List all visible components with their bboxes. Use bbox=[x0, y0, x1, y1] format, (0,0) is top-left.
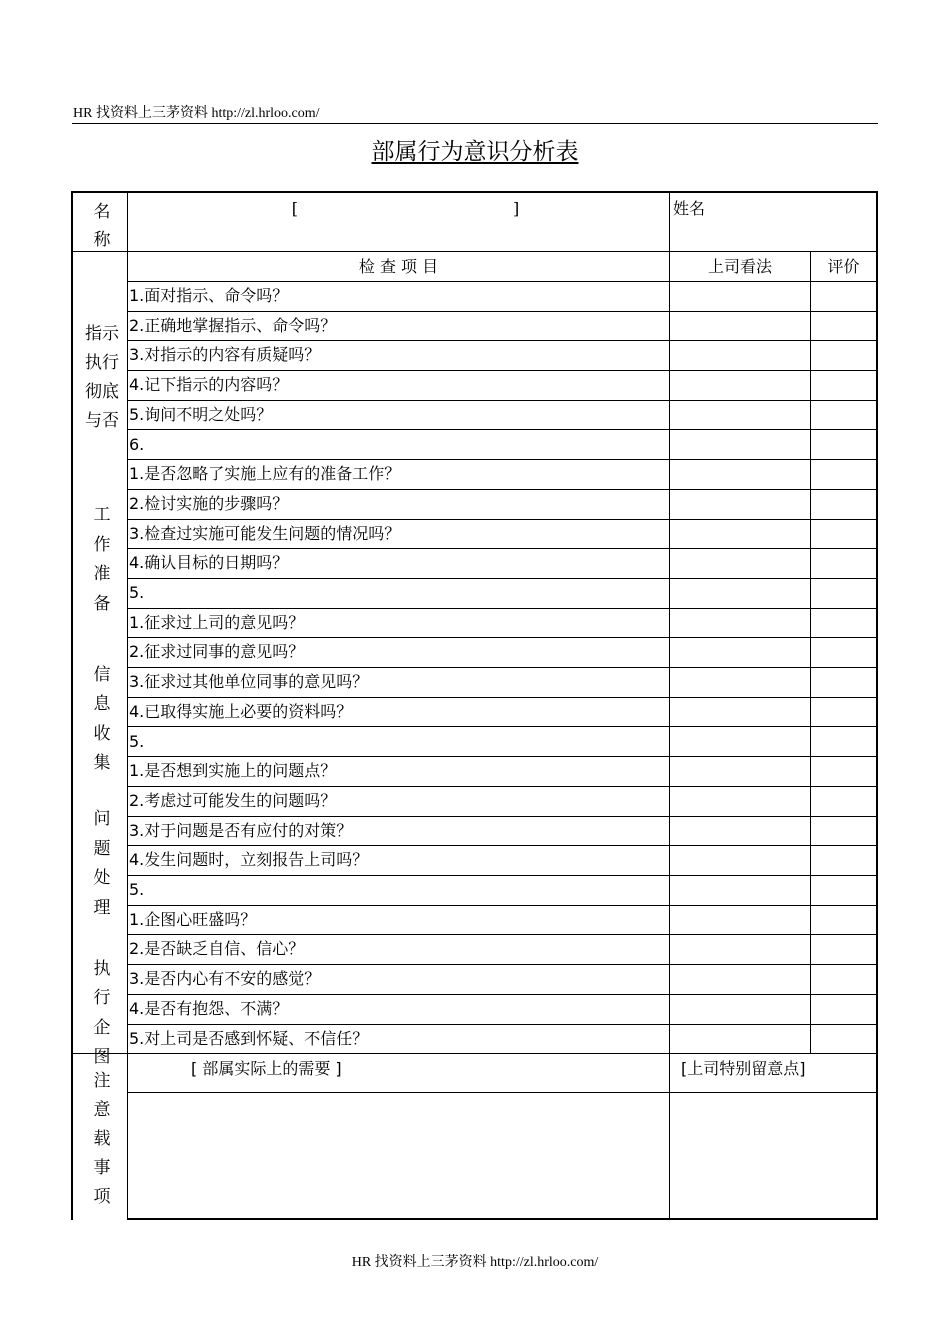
check-item: 1.是否想到实施上的问题点？ bbox=[129, 761, 337, 781]
rating-cell[interactable] bbox=[811, 846, 876, 875]
opinion-cell[interactable] bbox=[670, 371, 810, 400]
page-footer-text: HR 找资料上三茅资料 http://zl.hrloo.com/ bbox=[351, 1255, 599, 1270]
page-header-text: HR 找资料上三茅资料 http://zl.hrloo.com/ bbox=[73, 106, 320, 121]
check-item: 5.对上司是否感到怀疑、不信任？ bbox=[129, 1028, 369, 1048]
opinion-cell[interactable] bbox=[670, 787, 810, 816]
col-header-items: 检 查 项 目 bbox=[358, 257, 439, 276]
check-item: 1.征求过上司的意见吗？ bbox=[129, 612, 305, 632]
check-item: 1.面对指示、命令吗？ bbox=[129, 286, 289, 305]
rating-cell[interactable] bbox=[811, 668, 876, 697]
opinion-cell[interactable] bbox=[670, 579, 810, 608]
section-label bbox=[75, 501, 129, 619]
opinion-cell[interactable] bbox=[670, 609, 810, 638]
notes-left-header: [ 部属实际上的需要 ] bbox=[191, 1059, 342, 1078]
rating-cell[interactable] bbox=[811, 520, 876, 549]
check-item: 2.检讨实施的步骤吗？ bbox=[129, 493, 289, 513]
section-label-text: 信息收集 bbox=[93, 664, 111, 774]
opinion-cell[interactable] bbox=[670, 935, 810, 964]
check-item: 3.对指示的内容有质疑吗？ bbox=[129, 345, 321, 365]
check-item: 4.发生问题时，立刻报告上司吗？ bbox=[129, 850, 369, 870]
opinion-cell[interactable] bbox=[670, 312, 810, 341]
opinion-column-rule bbox=[669, 193, 670, 1220]
notes-needs-area[interactable] bbox=[128, 1093, 668, 1219]
check-item: 2.是否缺乏自信、信心？ bbox=[129, 939, 305, 959]
section-label-text: 问题处理 bbox=[93, 809, 111, 918]
page-title-text: 部属行为意识分析表 bbox=[371, 139, 579, 165]
check-item: 4.记下指示的内容吗？ bbox=[129, 375, 289, 395]
section-label-text: 执行企图 bbox=[93, 958, 111, 1068]
section-label bbox=[75, 955, 129, 1073]
check-item: 3.检查过实施可能发生问题的情况吗？ bbox=[129, 523, 401, 543]
section-label bbox=[75, 661, 129, 779]
rating-cell[interactable] bbox=[811, 638, 876, 667]
person-name-label: 姓名 bbox=[673, 199, 706, 218]
rating-cell[interactable] bbox=[811, 876, 876, 905]
rating-cell[interactable] bbox=[811, 549, 876, 578]
rating-cell[interactable] bbox=[811, 460, 876, 489]
opinion-cell[interactable] bbox=[670, 668, 810, 697]
rating-cell[interactable] bbox=[811, 728, 876, 757]
rating-cell[interactable] bbox=[811, 609, 876, 638]
opinion-cell[interactable] bbox=[670, 906, 810, 935]
rating-cell[interactable] bbox=[811, 817, 876, 846]
name-row-rule bbox=[73, 251, 876, 252]
check-item: 3.对于问题是否有应付的对策？ bbox=[129, 820, 353, 840]
opinion-cell[interactable] bbox=[670, 431, 810, 460]
opinion-cell[interactable] bbox=[670, 965, 810, 994]
notes-attention-area[interactable] bbox=[670, 1093, 875, 1219]
rating-cell[interactable] bbox=[811, 490, 876, 519]
check-item: 4.已取得实施上必要的资料吗？ bbox=[129, 701, 353, 721]
opinion-cell[interactable] bbox=[670, 757, 810, 786]
name-label-text: 名称 bbox=[93, 202, 111, 250]
check-item: 2.征求过同事的意见吗？ bbox=[129, 642, 305, 662]
opinion-cell[interactable] bbox=[670, 728, 810, 757]
rating-cell[interactable] bbox=[811, 906, 876, 935]
rating-cell[interactable] bbox=[811, 935, 876, 964]
check-item: 1.是否忽略了实施上应有的准备工作？ bbox=[129, 464, 401, 484]
notes-label-text: 注意载事项 bbox=[93, 1071, 111, 1207]
check-item: 3.是否内心有不安的感觉？ bbox=[129, 969, 321, 989]
rating-cell[interactable] bbox=[811, 965, 876, 994]
rating-cell[interactable] bbox=[811, 431, 876, 460]
opinion-cell[interactable] bbox=[670, 1025, 810, 1054]
rating-cell[interactable] bbox=[811, 995, 876, 1024]
check-item: 1.企图心旺盛吗？ bbox=[129, 909, 257, 929]
col-header-opinion: 上司看法 bbox=[707, 257, 772, 276]
check-item: 2.正确地掌握指示、命令吗？ bbox=[129, 315, 337, 335]
opinion-cell[interactable] bbox=[670, 846, 810, 875]
check-item: 6. bbox=[129, 434, 145, 454]
opinion-cell[interactable] bbox=[670, 401, 810, 430]
section-label-text: 工作准备 bbox=[93, 505, 111, 614]
rating-cell[interactable] bbox=[811, 579, 876, 608]
check-item: 2.考虑过可能发生的问题吗？ bbox=[129, 790, 337, 810]
check-item: 5. bbox=[129, 880, 145, 899]
check-item: 5. bbox=[129, 583, 145, 602]
section-label bbox=[75, 320, 129, 436]
rating-cell[interactable] bbox=[811, 401, 876, 430]
notes-top-rule bbox=[73, 1053, 876, 1054]
check-item: 4.确认目标的日期吗？ bbox=[129, 553, 289, 573]
check-item: 5. bbox=[129, 731, 145, 751]
opinion-cell[interactable] bbox=[670, 282, 810, 311]
opinion-cell[interactable] bbox=[670, 460, 810, 489]
rating-cell[interactable] bbox=[811, 1025, 876, 1054]
name-value-field[interactable]: [ ] bbox=[291, 199, 520, 218]
rating-cell[interactable] bbox=[811, 312, 876, 341]
opinion-cell[interactable] bbox=[670, 698, 810, 727]
section-label bbox=[75, 805, 129, 923]
analysis-form bbox=[71, 191, 878, 1220]
rating-cell[interactable] bbox=[811, 787, 876, 816]
opinion-cell[interactable] bbox=[670, 876, 810, 905]
opinion-cell[interactable] bbox=[670, 341, 810, 370]
section-label-text: 指示执行彻底与否 bbox=[85, 324, 119, 431]
opinion-cell[interactable] bbox=[670, 817, 810, 846]
check-item: 5.询问不明之处吗？ bbox=[129, 404, 273, 424]
rating-cell[interactable] bbox=[811, 757, 876, 786]
rating-cell[interactable] bbox=[811, 282, 876, 311]
opinion-cell[interactable] bbox=[670, 520, 810, 549]
rating-cell[interactable] bbox=[811, 371, 876, 400]
col-header-rating: 评价 bbox=[827, 257, 860, 276]
page-title bbox=[0, 133, 950, 166]
notes-label bbox=[75, 1067, 129, 1212]
rating-cell[interactable] bbox=[811, 698, 876, 727]
check-item: 4.是否有抱怨、不满？ bbox=[129, 998, 289, 1018]
check-item: 3.征求过其他单位同事的意见吗？ bbox=[129, 672, 369, 692]
opinion-cell[interactable] bbox=[670, 638, 810, 667]
notes-right-header: [上司特别留意点] bbox=[681, 1059, 806, 1078]
name-label bbox=[75, 198, 129, 254]
table-bottom-rule bbox=[127, 1218, 878, 1220]
opinion-cell[interactable] bbox=[670, 995, 810, 1024]
header-rule bbox=[72, 123, 878, 124]
rating-column-rule bbox=[810, 252, 811, 1054]
rating-cell[interactable] bbox=[811, 341, 876, 370]
opinion-cell[interactable] bbox=[670, 490, 810, 519]
opinion-cell[interactable] bbox=[670, 549, 810, 578]
